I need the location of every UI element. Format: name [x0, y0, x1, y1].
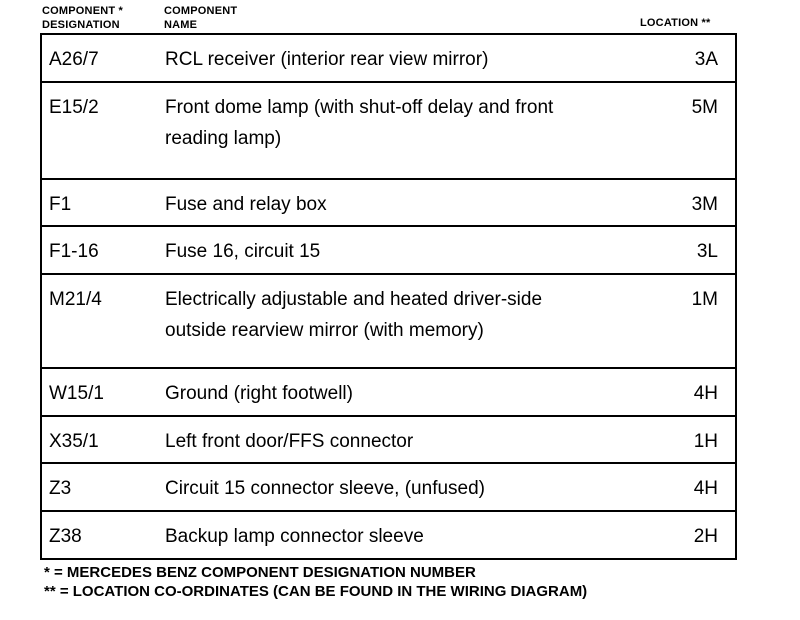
component-location: 1H — [693, 431, 718, 452]
column-header-location: LOCATION ** — [640, 17, 711, 29]
component-name — [165, 284, 665, 346]
component-designation: E15/2 — [49, 97, 99, 118]
header-name-line1: COMPONENT — [164, 5, 238, 17]
component-designation: Z3 — [49, 478, 72, 499]
column-header-designation — [42, 4, 152, 32]
component-designation: M21/4 — [49, 289, 102, 310]
component-location: 3A — [694, 49, 718, 70]
component-name-line: outside rearview mirror (with memory) — [165, 320, 484, 341]
component-name-line: Electrically adjustable and heated driver-side — [165, 289, 543, 310]
component-location: 1M — [691, 289, 718, 310]
footnote-designation: * = MERCEDES BENZ COMPONENT DESIGNATION NUMBER — [44, 564, 476, 581]
component-name — [165, 426, 665, 457]
table-row — [42, 83, 735, 180]
table-row — [42, 35, 735, 83]
header-designation-line2: DESIGNATION — [42, 19, 120, 31]
header-name-line2: NAME — [164, 19, 198, 31]
component-name — [165, 189, 665, 220]
component-name-line: Fuse and relay box — [165, 194, 327, 215]
component-designation: W15/1 — [49, 383, 104, 404]
table-row — [42, 275, 735, 369]
component-location: 4H — [693, 478, 718, 499]
component-name-line: Circuit 15 connector sleeve, (unfused) — [165, 478, 485, 499]
component-designation: F1 — [49, 194, 72, 215]
table-row — [42, 464, 735, 512]
component-location: 4H — [693, 383, 718, 404]
table-row — [42, 369, 735, 417]
component-location: 3L — [696, 241, 718, 262]
component-location: 2H — [693, 526, 718, 547]
footnote-location: ** = LOCATION CO-ORDINATES (CAN BE FOUND IN THE WIRING DIAGRAM) — [44, 583, 588, 600]
component-name — [165, 92, 665, 154]
component-name — [165, 473, 665, 504]
component-name — [165, 521, 665, 552]
component-name-line: Left front door/FFS connector — [165, 431, 414, 452]
component-name-line: reading lamp) — [165, 128, 282, 149]
component-location: 3M — [691, 194, 718, 215]
component-location: 5M — [691, 97, 718, 118]
component-name-line: Fuse 16, circuit 15 — [165, 241, 321, 262]
component-name — [165, 44, 665, 75]
component-table — [40, 33, 737, 560]
component-name — [165, 378, 665, 409]
component-name — [165, 236, 665, 267]
component-name-line: Front dome lamp (with shut-off delay and front — [165, 97, 554, 118]
header-designation-line1: COMPONENT * — [42, 5, 124, 17]
table-row — [42, 512, 735, 560]
table-row — [42, 227, 735, 275]
component-name-line: Backup lamp connector sleeve — [165, 526, 424, 547]
component-designation: A26/7 — [49, 49, 99, 70]
component-name-line: Ground (right footwell) — [165, 383, 353, 404]
table-row — [42, 180, 735, 227]
component-name-line: RCL receiver (interior rear view mirror) — [165, 49, 489, 70]
column-header-name — [164, 4, 364, 32]
component-designation: X35/1 — [49, 431, 99, 452]
component-designation: Z38 — [49, 526, 82, 547]
table-row — [42, 417, 735, 464]
component-designation: F1-16 — [49, 241, 99, 262]
